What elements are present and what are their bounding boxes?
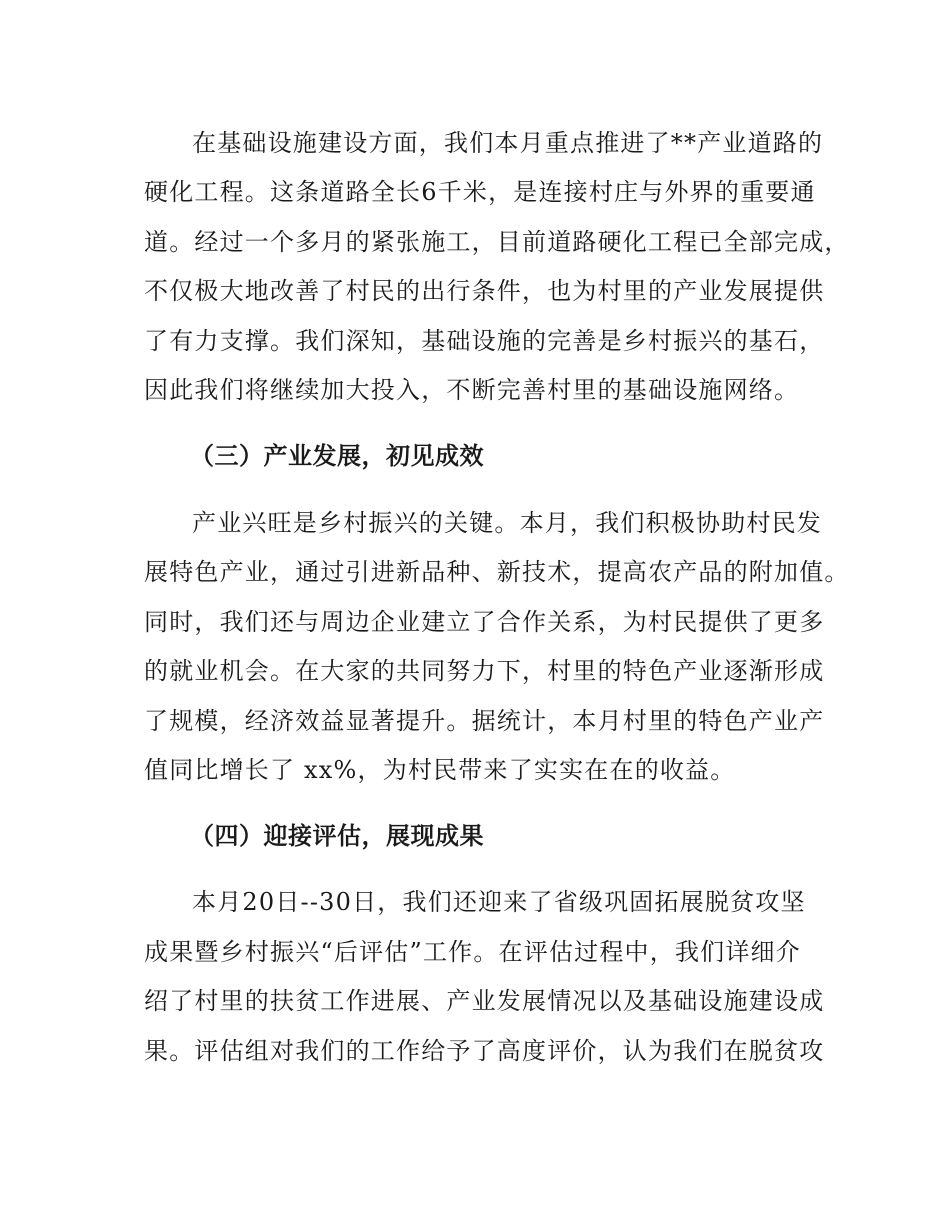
paragraph-industry-line: 展特色产业，通过引进新品种、新技术，提高农产品的附加值。 bbox=[144, 558, 850, 586]
paragraph-infrastructure-line: 道。经过一个多月的紧张施工，目前道路硬化工程已全部完成， bbox=[144, 228, 850, 256]
paragraph-industry-line: 产业兴旺是乡村振兴的关键。本月，我们积极协助村民发 bbox=[192, 509, 822, 537]
paragraph-industry-line: 同时，我们还与周边企业建立了合作关系，为村民提供了更多 bbox=[144, 608, 825, 636]
paragraph-evaluation-line: 绍了村里的扶贫工作进展、产业发展情况以及基础设施建设成 bbox=[144, 987, 825, 1015]
section-heading-industry: （三）产业发展，初见成效 bbox=[190, 442, 484, 470]
paragraph-infrastructure-line: 硬化工程。这条道路全长6千米，是连接村庄与外界的重要通 bbox=[144, 178, 816, 206]
paragraph-evaluation-line: 本月20日--30日，我们还迎来了省级巩固拓展脱贫攻坚 bbox=[192, 888, 806, 916]
paragraph-industry-line: 了规模，经济效益显著提升。据统计，本月村里的特色产业产 bbox=[144, 707, 825, 735]
paragraph-industry-line: 的就业机会。在大家的共同努力下，村里的特色产业逐渐形成 bbox=[144, 657, 825, 685]
paragraph-infrastructure-line: 不仅极大地改善了村民的出行条件，也为村里的产业发展提供 bbox=[144, 277, 825, 305]
paragraph-infrastructure-line: 因此我们将继续加大投入，不断完善村里的基础设施网络。 bbox=[144, 376, 800, 404]
paragraph-evaluation-line: 成果暨乡村振兴“后评估”工作。在评估过程中，我们详细介 bbox=[144, 938, 801, 966]
paragraph-infrastructure-line: 了有力支撑。我们深知，基础设施的完善是乡村振兴的基石， bbox=[144, 327, 825, 355]
paragraph-industry-line: 值同比增长了 xx%，为村民带来了实实在在的收益。 bbox=[144, 756, 736, 784]
paragraph-infrastructure-line: 在基础设施建设方面，我们本月重点推进了**产业道路的 bbox=[192, 129, 824, 157]
section-heading-evaluation: （四）迎接评估，展现成果 bbox=[190, 822, 484, 850]
paragraph-evaluation-line: 果。评估组对我们的工作给予了高度评价，认为我们在脱贫攻 bbox=[144, 1037, 825, 1065]
